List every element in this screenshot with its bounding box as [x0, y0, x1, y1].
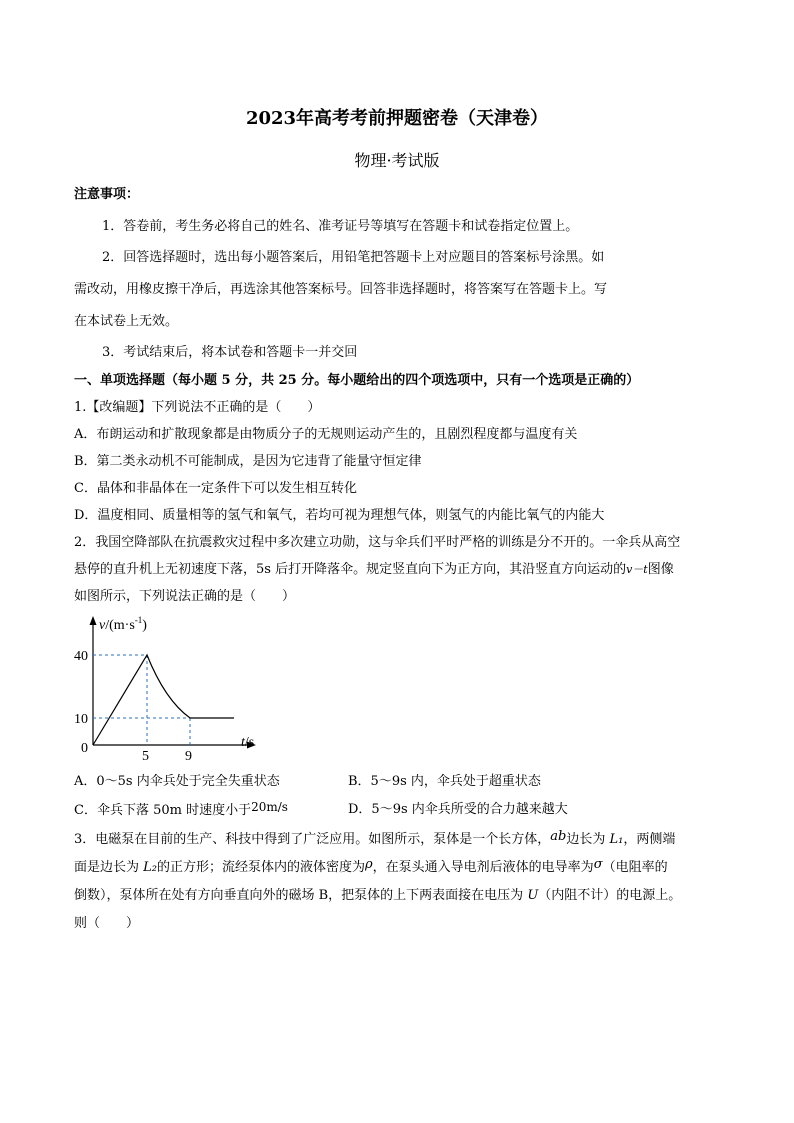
- question-2-option-a: A．0～5s 内伞兵处于完全失重状态: [74, 774, 280, 789]
- q3-text-8: 倒数），泵体所在处有方向垂直向外的磁场 B，把泵体的上下两表面接在电压为: [74, 888, 528, 903]
- q3-text-7: （电阻率的: [602, 860, 668, 875]
- q3-text-6: ，在泵头通入导电剂后液体的电导率为: [372, 860, 594, 875]
- u-symbol: U: [527, 888, 539, 903]
- q3-text-9: （内阻不计）的电源上。: [538, 888, 682, 903]
- q3-text-5: 的正方形；流经泵体内的液体密度为: [157, 860, 366, 875]
- page-subtitle: 物理·考试版: [354, 151, 440, 170]
- notice-item-2-line-1: 2．回答选择题时，选出每小题答案后，用铅笔把答题卡上对应题目的答案标号涂黑。如: [102, 250, 605, 265]
- page-title: 2023年高考考前押题密卷（天津卷）: [245, 108, 549, 129]
- notice-item-2-line-2: 需改动，用橡皮擦干净后，再选涂其他答案标号。回答非选择题时，将答案写在答题卡上。写: [74, 282, 608, 297]
- ab-symbol: ab: [550, 829, 567, 844]
- question-3-line-2: [74, 859, 668, 877]
- y-axis-arrow: [90, 616, 97, 625]
- x-tick-9: 9: [185, 749, 192, 764]
- origin-label: 0: [81, 741, 88, 756]
- vt-symbol: v－t: [626, 563, 648, 576]
- q3-text-3: ，两侧端: [623, 832, 676, 847]
- question-3-line-4: 则（ ）: [74, 916, 140, 931]
- option-c-text: C．伞兵下落 50m 时速度小于: [74, 803, 252, 818]
- question-1-option-a: A．布朗运动和扩散现象都是由物质分子的无规则运动产生的，且剧烈程度都与温度有关: [74, 427, 578, 442]
- y-axis-label: $v/(m\cdot s^{-1})$: [99, 615, 147, 633]
- question-1-option-c: C．晶体和非晶体在一定条件下可以发生相互转化: [74, 481, 357, 496]
- notice-item-3: 3．考试结束后，将本试卷和答题卡一并交回: [102, 345, 358, 360]
- y-tick-10: 10: [74, 712, 88, 727]
- notice-item-1: 1．答卷前，考生务必将自己的姓名、准考证号等填写在答题卡和试卷指定位置上。: [102, 219, 579, 234]
- sigma-symbol: σ: [593, 857, 603, 872]
- l2-symbol: L₂: [143, 860, 157, 875]
- x-axis-label: t/s: [241, 735, 255, 750]
- vt-graph: [76, 612, 276, 762]
- question-2-option-d: D．5～9s 内伞兵所受的合力越来越大: [348, 802, 568, 817]
- question-1-stem: 1.【改编题】下列说法不正确的是（ ）: [74, 400, 321, 415]
- question-3-line-3: [74, 887, 681, 905]
- q3-text-4: 面是边长为: [74, 860, 144, 875]
- velocity-curve: [93, 655, 234, 745]
- q3-text-1: 3．电磁泵在目前的生产、科技中得到了广泛应用。如图所示，泵体是一个长方体，: [74, 832, 551, 847]
- notice-item-2-line-3: 在本试卷上无效。: [74, 314, 179, 329]
- question-2-text-end: 图像: [647, 562, 674, 577]
- notice-heading: 注意事项：: [74, 187, 140, 202]
- question-1-option-d: D．温度相同、质量相等的氢气和氧气，若均可视为理想气体，则氢气的内能比氧气的内能大: [74, 508, 605, 523]
- question-3-line-1: [74, 831, 675, 849]
- q3-text-2: 边长为: [566, 832, 610, 847]
- x-tick-5: 5: [142, 749, 149, 764]
- section-heading: 一、单项选择题（每小题 5 分，共 25 分。每小题给出的四个项选项中，只有一个选项是正确的）: [74, 373, 640, 388]
- rho-symbol: ρ: [365, 857, 373, 872]
- question-2-line-2: [74, 561, 674, 579]
- speed-value: 20m/s: [251, 800, 288, 814]
- question-2-option-c: [74, 801, 288, 820]
- question-2-line-1: 2．我国空降部队在抗震救灾过程中多次建立功勋，这与伞兵们平时严格的训练是分不开的。一伞兵从高空: [74, 535, 681, 550]
- question-1-option-b: B．第二类永动机不可能制成，是因为它违背了能量守恒定律: [74, 454, 422, 469]
- question-2-text: 悬停的直升机上无初速度下落，5s 后打开降落伞。规定竖直向下为正方向，其沿竖直方向运动的: [74, 562, 627, 577]
- question-2-option-b: B．5～9s 内，伞兵处于超重状态: [348, 774, 541, 789]
- y-tick-40: 40: [74, 649, 88, 664]
- l1-symbol: L₁: [609, 832, 624, 847]
- question-2-line-3: 如图所示，下列说法正确的是（ ）: [74, 589, 296, 604]
